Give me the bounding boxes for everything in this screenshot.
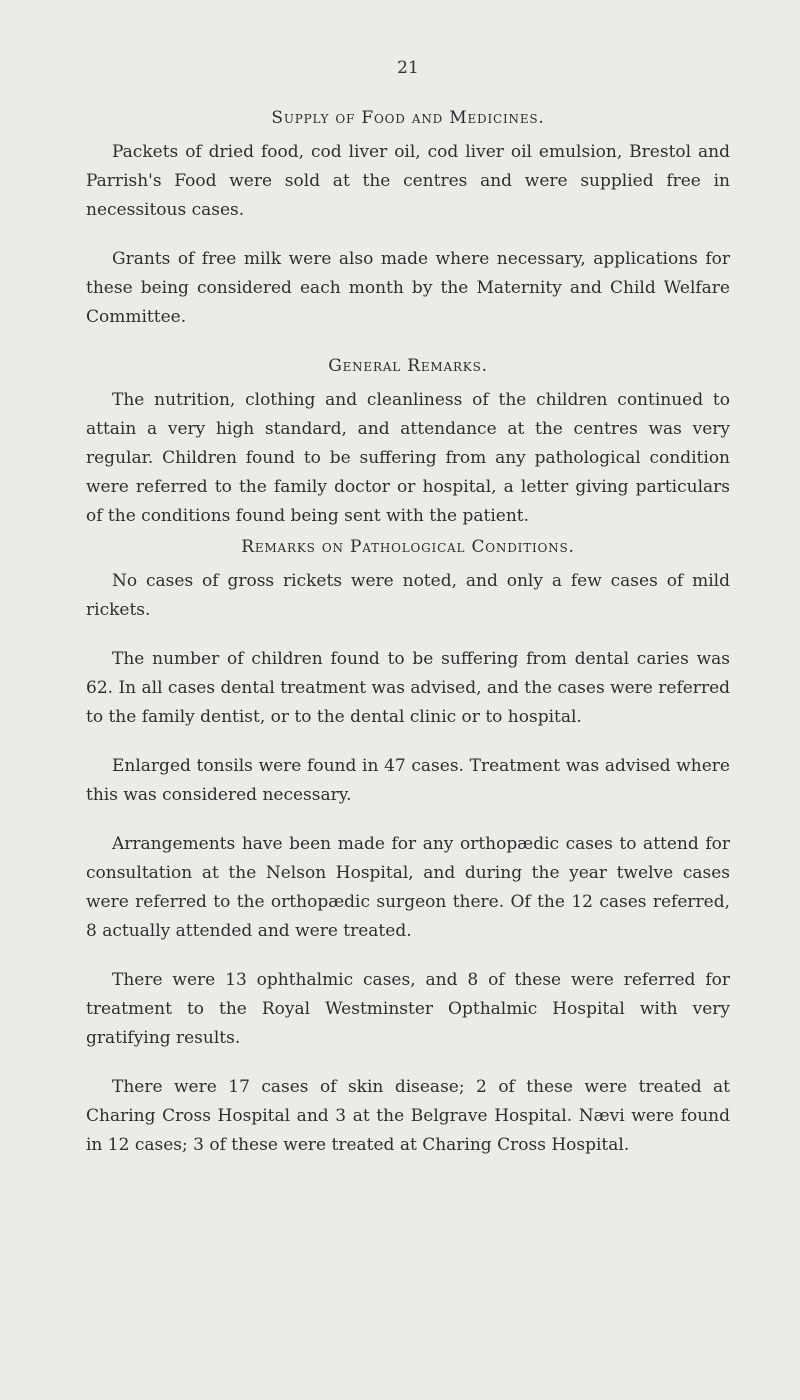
paragraph-dental-caries: The number of children found to be suffering from dental caries was 62. In all cases dental treatment was advised, and the cases were referred to the family dentist, or to the dental clinic or to hospital. — [86, 649, 731, 727]
page-number: 21 — [397, 58, 419, 78]
paragraph-supply-food: Packets of dried food, cod liver oil, cod liver oil emulsion, Brestol and Parrish's Food were sold at the centres and were supplied free in necessitous cases. — [86, 142, 730, 220]
paragraph-rickets: No cases of gross rickets were noted, and only a few cases of mild rickets. — [86, 571, 730, 620]
heading-general-remarks: General Remarks. — [328, 356, 488, 376]
paragraph-free-milk: Grants of free milk were also made where necessary, applications for these being considered each month by the Maternity and Child Welfare Committee. — [86, 249, 730, 327]
paragraph-skin-disease: There were 17 cases of skin disease; 2 of these were treated at Charing Cross Hospital and 3 at the Belgrave Hospital. Nævi were found in 12 cases; 3 of these were treated at Charing Cross Hospital. — [86, 1077, 730, 1155]
heading-pathological-conditions: Remarks on Pathological Conditions. — [241, 537, 575, 557]
paragraph-nutrition: The nutrition, clothing and cleanliness of the children continued to attain a very high standard, and attendance at the centres was very regular. Children found to be suffering from any pathological condition were referred to the family doctor or hospital, a letter giving particulars of the conditions found being sent with the patient. — [86, 390, 730, 526]
paragraph-ophthalmic: There were 13 ophthalmic cases, and 8 of these were referred for treatment to the Royal Westminster Opthalmic Hospital with very gratifying results. — [86, 970, 730, 1048]
heading-supply: Supply of Food and Medicines. — [271, 108, 545, 128]
paragraph-tonsils: Enlarged tonsils were found in 47 cases. Treatment was advised where this was considered necessary. — [86, 756, 730, 805]
paragraph-orthopaedic: Arrangements have been made for any orthopædic cases to attend for consultation at the Nelson Hospital, and during the year twelve cases were referred to the orthopædic surgeon there. Of the 12 cases referred, 8 actually attended and were treated. — [86, 834, 730, 941]
